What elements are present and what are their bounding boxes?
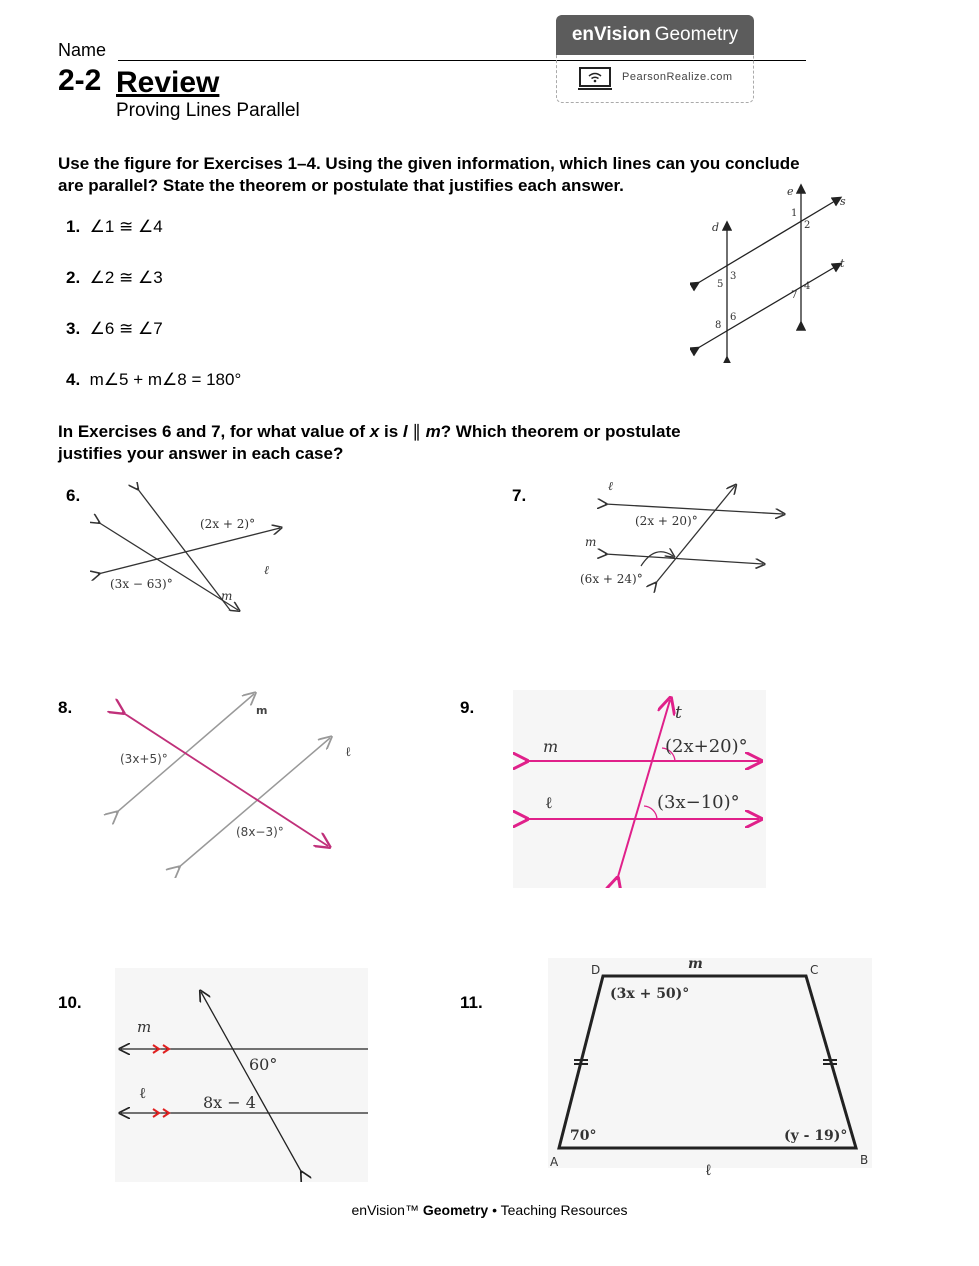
angle-label-1: (2x+20)° — [665, 736, 748, 757]
trapezoid — [559, 976, 856, 1148]
figure-10 — [115, 968, 368, 1182]
line-m-label: m — [688, 958, 703, 972]
name-label: Name — [58, 40, 107, 60]
instr-part: ? Which theorem or postulate — [440, 422, 681, 441]
lesson-subtitle: Proving Lines Parallel — [116, 100, 300, 121]
instr-x: x — [369, 422, 380, 441]
line-m-label: m — [137, 1018, 152, 1036]
angle-7: 7 — [791, 290, 798, 301]
line-l-label: ℓ — [545, 793, 553, 812]
line-m-label: m — [221, 589, 233, 603]
angle-3: 3 — [730, 271, 737, 282]
lesson-title: Review — [116, 66, 220, 99]
transversal — [655, 486, 735, 584]
angle-label-1: 60° — [249, 1055, 278, 1074]
angle-label-2: (8x−3)° — [236, 825, 284, 839]
instructions-line2: are parallel? State the theorem or postulate that justifies each answer. — [58, 176, 624, 195]
label-t: t — [840, 257, 845, 270]
problem-9-number: 9. — [460, 698, 475, 717]
section2-instructions — [58, 421, 681, 465]
angle-2: 2 — [804, 220, 811, 231]
problem-7-number: 7. — [512, 486, 527, 505]
angle-4: 4 — [804, 281, 811, 292]
badge-url: PearsonRealize.com — [622, 71, 733, 83]
problem-11-number: 11. — [460, 993, 483, 1012]
angle-label-1: (3x+5)° — [120, 752, 168, 766]
instructions-line1: Use the figure for Exercises 1–4. Using the given information, which lines can you conclude — [58, 154, 800, 173]
angle-label-2: 8x − 4 — [203, 1093, 256, 1112]
vertex-B: B — [860, 1153, 869, 1167]
exercise-4 — [66, 370, 241, 390]
problem-6-number: 6. — [66, 486, 81, 505]
line-m-label: m — [256, 704, 268, 717]
exercise-number: 2. — [66, 268, 81, 287]
line-l-label: ℓ — [608, 479, 613, 493]
line-l-label: ℓ — [345, 745, 352, 760]
exercise-text: ∠2 ≅ ∠3 — [89, 268, 163, 287]
line-s — [698, 198, 840, 283]
figure-9 — [513, 690, 766, 888]
angle-D-label: (3x + 50)° — [610, 986, 690, 1002]
exercise-2 — [66, 268, 163, 288]
badge-product: Geometry — [654, 24, 739, 45]
lesson-number: 2-2 — [58, 64, 102, 97]
exercise-number: 3. — [66, 319, 81, 338]
footer-rest: • Teaching Resources — [488, 1202, 628, 1218]
exercise-text: ∠1 ≅ ∠4 — [89, 217, 163, 236]
line-t — [698, 264, 840, 348]
exercise-3 — [66, 319, 163, 339]
instr-part: In Exercises 6 and 7, for what value of — [58, 422, 370, 441]
angle-B-label: (y - 19)° — [784, 1128, 848, 1144]
label-d: d — [712, 221, 720, 234]
problem-10-number: 10. — [58, 993, 82, 1012]
figure-7 — [575, 478, 790, 593]
badge-banner — [556, 15, 754, 55]
line-l-label-11: ℓ — [706, 1162, 711, 1179]
line-t — [617, 700, 670, 880]
line-t-label: t — [675, 703, 682, 723]
angle-label-2: (6x + 24)° — [580, 572, 643, 586]
angle-label-2: (3x − 63)° — [110, 577, 173, 591]
figure-lines-d-e-s-t — [690, 178, 860, 363]
problem-8-number: 8. — [58, 698, 73, 717]
transversal — [122, 712, 328, 846]
angle-arc-2 — [644, 806, 657, 819]
angle-arrow — [641, 552, 673, 566]
label-e: e — [787, 185, 794, 198]
line-l-label: ℓ — [139, 1084, 147, 1102]
line-m — [605, 554, 763, 564]
line-m-label: m — [543, 737, 559, 756]
instr-is: is — [379, 422, 403, 441]
line-l — [605, 504, 783, 514]
exercise-number: 4. — [66, 370, 81, 389]
angle-8: 8 — [715, 320, 722, 331]
footer — [0, 1202, 979, 1218]
angle-label-1: (2x + 20)° — [635, 514, 698, 528]
laptop-wifi-icon — [578, 66, 612, 92]
line-l — [178, 738, 330, 868]
label-s: s — [840, 195, 846, 208]
line-m — [98, 522, 238, 610]
instr-l: l — [402, 422, 408, 441]
line-l-label: ℓ — [264, 563, 269, 577]
transversal — [137, 488, 233, 610]
exercise-text: m∠5 + m∠8 = 180° — [89, 370, 242, 389]
line-m-label: m — [585, 535, 597, 549]
instr-parallel: ∥ — [407, 422, 426, 441]
vertex-D: D — [591, 963, 601, 977]
exercise-1 — [66, 217, 163, 237]
footer-brand: enVision™ — [351, 1202, 423, 1218]
figure-8 — [100, 688, 370, 878]
angle-1: 1 — [791, 208, 798, 219]
angle-label-2: (3x−10)° — [657, 792, 740, 813]
transversal — [201, 992, 302, 1173]
section1-instructions — [58, 153, 800, 197]
angle-6: 6 — [730, 312, 737, 323]
instr-m: m — [425, 422, 441, 441]
figure-6 — [90, 482, 300, 617]
exercise-text: ∠6 ≅ ∠7 — [89, 319, 163, 338]
footer-product: Geometry — [422, 1202, 489, 1218]
line-l — [98, 528, 280, 574]
instructions-line2: justifies your answer in each case? — [58, 444, 344, 463]
angle-A-label: 70° — [570, 1128, 597, 1144]
angle-label-1: (2x + 2)° — [200, 517, 256, 531]
exercise-number: 1. — [66, 217, 81, 236]
vertex-C: C — [810, 963, 819, 977]
badge-brand: enVision — [571, 24, 651, 45]
figure-11 — [548, 958, 872, 1168]
vertex-A: A — [550, 1155, 559, 1168]
angle-5: 5 — [717, 279, 724, 290]
